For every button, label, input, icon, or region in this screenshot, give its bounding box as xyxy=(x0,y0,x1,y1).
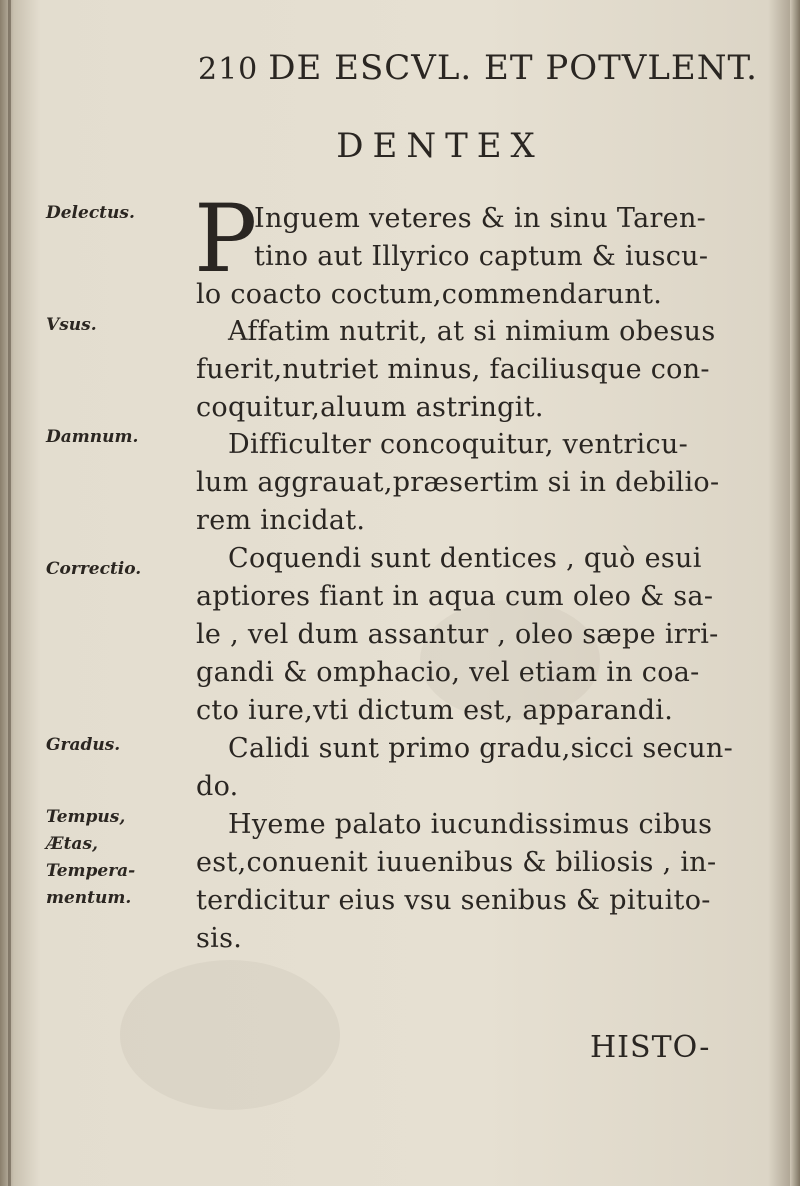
text-line: Coquendi sunt dentices , quò esui xyxy=(228,543,702,574)
text-line: do. xyxy=(196,771,239,802)
gutter-shadow xyxy=(8,0,11,1186)
paper-stain xyxy=(120,960,340,1110)
page-number: 210 xyxy=(198,52,259,87)
paragraph-delectus xyxy=(196,200,756,314)
catchword: HISTO- xyxy=(590,1030,711,1065)
text-line: Difficulter concoquitur, ventricu- xyxy=(228,429,689,460)
margin-note: Tempus, xyxy=(46,807,126,827)
text-line: Hyeme palato iucundissimus cibus xyxy=(228,809,713,840)
text-line: tino aut Illyrico captum & iuscu- xyxy=(254,241,709,272)
drop-cap: P xyxy=(194,185,258,294)
text-line: le , vel dum assantur , oleo sæpe irri- xyxy=(196,619,719,650)
text-line: est,conuenit iuuenibus & biliosis , in- xyxy=(196,847,717,878)
running-header xyxy=(198,48,778,88)
margin-note: Correctio. xyxy=(46,559,142,579)
text-line: Calidi sunt primo gradu,sicci secun- xyxy=(228,733,734,764)
margin-note: Damnum. xyxy=(46,427,139,447)
text-line: gandi & omphacio, vel etiam in coa- xyxy=(196,657,700,688)
text-line: Affatim nutrit, at si nimium obesus xyxy=(228,316,716,347)
text-line: aptiores fiant in aqua cum oleo & sa- xyxy=(196,581,714,612)
paragraph-usus xyxy=(196,313,756,427)
text-line: lo coacto coctum,commendarunt. xyxy=(196,279,663,310)
margin-note: Delectus. xyxy=(46,203,135,223)
page-edge xyxy=(790,0,800,1186)
text-line: sis. xyxy=(196,923,243,954)
paragraph-tempus xyxy=(196,806,756,958)
running-title: DE ESCVL. ET POTVLENT. xyxy=(268,48,758,88)
margin-note: Gradus. xyxy=(46,735,121,755)
paragraph-gradus xyxy=(196,730,756,806)
paragraph-damnum xyxy=(196,426,756,540)
text-line: Inguem veteres & in sinu Taren- xyxy=(254,203,707,234)
margin-note: Ætas, xyxy=(46,834,98,854)
text-line: fuerit,nutriet minus, faciliusque con- xyxy=(196,354,710,385)
margin-note: mentum. xyxy=(46,888,132,908)
margin-note: Vsus. xyxy=(46,315,97,335)
paragraph-correctio xyxy=(196,540,756,730)
text-line: lum aggrauat,præsertim si in debilio- xyxy=(196,467,720,498)
text-line: coquitur,aluum astringit. xyxy=(196,392,544,423)
text-line: cto iure,vti dictum est, apparandi. xyxy=(196,695,674,726)
text-line: rem incidat. xyxy=(196,505,366,536)
text-line: terdicitur eius vsu senibus & pituito- xyxy=(196,885,711,916)
section-title: DENTEX xyxy=(336,126,544,166)
margin-note: Tempera- xyxy=(46,861,136,881)
